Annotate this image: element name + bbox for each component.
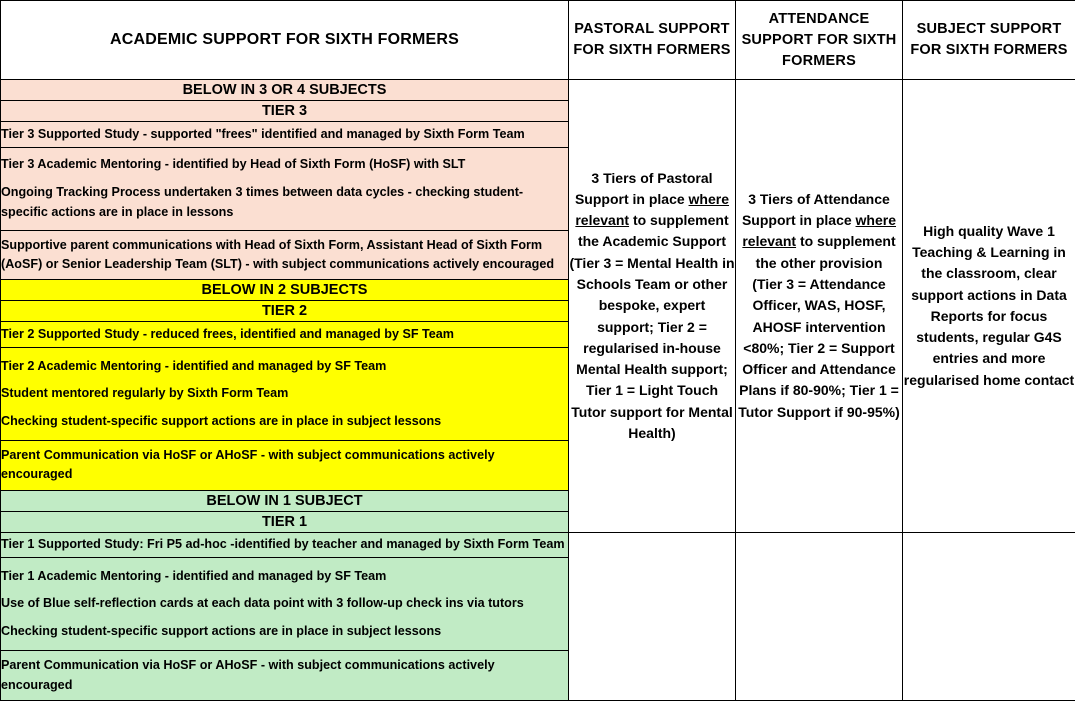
tier1-blue-cards-line: Use of Blue self-reflection cards at each data point with 3 follow-up check ins via tutors — [1, 596, 524, 611]
tier2-parent-comms-cell — [1, 441, 569, 490]
pastoral-detail: (Tier 3 = Mental Health in Schools Team or other bespoke, expert support; Tier 2 = regularised in-house Mental Health support; Tier 1 = Light Touch Tutor support for Mental Health) — [569, 254, 735, 441]
header-subject-support: SUBJECT SUPPORT FOR SIXTH FORMERS — [903, 1, 1075, 80]
tier1-mentoring-cell — [1, 557, 569, 650]
pastoral-lead-underlined: where relevant — [575, 190, 730, 229]
tier2-mentoring-cell — [1, 347, 569, 440]
pastoral-lead-after: to supplement the Academic Support — [577, 212, 729, 250]
tier2-supported-study-cell — [1, 322, 569, 347]
tier2-tier-banner: TIER 2 — [1, 301, 569, 322]
attendance-spacer-cell — [736, 532, 903, 700]
header-academic-support: ACADEMIC SUPPORT FOR SIXTH FORMERS — [1, 1, 569, 80]
tier3-below-banner: BELOW IN 3 OR 4 SUBJECTS — [1, 80, 569, 101]
tier1-below-banner: BELOW IN 1 SUBJECT — [1, 490, 569, 511]
tier1-parent-comms-cell — [1, 651, 569, 701]
attendance-support-cell — [736, 80, 903, 532]
header-attendance-support: ATTENDANCE SUPPORT FOR SIXTH FORMERS — [736, 1, 903, 80]
tier3-parent-comms-line: Supportive parent communications with Head of Sixth Form, Assistant Head of Sixth Form (AoSF) or Senior Leadership Team (SLT) - with subject communications actively encouraged — [1, 237, 555, 272]
tier2-supported-study-line: Tier 2 Supported Study - reduced frees, identified and managed by SF Team — [1, 326, 454, 341]
tier2-mentoring-line: Tier 2 Academic Mentoring - identified and managed by SF Team — [1, 358, 387, 373]
tier1-supported-study-line: Tier 1 Supported Study: Fri P5 ad-hoc -identified by teacher and managed by Sixth Form Team — [1, 537, 565, 552]
tier1-mentoring-line: Tier 1 Academic Mentoring - identified and managed by SF Team — [1, 568, 387, 583]
pastoral-spacer-cell — [569, 532, 736, 700]
attendance-lead-underlined: where relevant — [742, 212, 897, 250]
attendance-lead-before: 3 Tiers of Attendance Support in place — [741, 190, 890, 229]
pastoral-lead-before: 3 Tiers of Pastoral Support in place — [574, 169, 713, 207]
tier3-mentoring-line: Tier 3 Academic Mentoring - identified by Head of Sixth Form (HoSF) with SLT — [1, 157, 466, 172]
attendance-detail: (Tier 3 = Attendance Officer, WAS, HOSF, AHOSF intervention <80%; Tier 2 = Support Officer and Attendance Plans if 80-90%; Tier 1 = Tutor Support if 90-95%) — [738, 276, 900, 420]
tier2-checking-actions-line: Checking student-specific support actions are in place in subject lessons — [1, 413, 442, 428]
subject-spacer-cell — [903, 532, 1075, 700]
tier3-supported-study-cell — [1, 122, 569, 147]
tier2-below-banner: BELOW IN 2 SUBJECTS — [1, 280, 569, 301]
tier3-parent-comms-cell — [1, 230, 569, 279]
pastoral-support-cell — [569, 80, 736, 532]
subject-support-cell: High quality Wave 1 Teaching & Learning in the classroom, clear support actions in Data Reports for focus students, regular G4S entries and more regularised home contact — [903, 80, 1075, 532]
tier2-mentored-regularly-line: Student mentored regularly by Sixth Form Team — [1, 386, 289, 401]
header-pastoral-support: PASTORAL SUPPORT FOR SIXTH FORMERS — [569, 1, 736, 80]
attendance-lead-after: to supplement the other provision — [755, 233, 896, 271]
tier1-tier-banner: TIER 1 — [1, 511, 569, 532]
tier1-supported-study-cell — [1, 532, 569, 557]
table-header-row — [1, 1, 1075, 80]
tier1-parent-comms-line: Parent Communication via HoSF or AHoSF - with subject communications actively encouraged — [1, 658, 495, 692]
tier3-tracking-line: Ongoing Tracking Process undertaken 3 times between data cycles - checking student-specific actions are in place in lessons — [1, 184, 524, 219]
tier3-mentoring-cell — [1, 147, 569, 230]
tier3-tier-banner: TIER 3 — [1, 101, 569, 122]
tier1-detail-row-1 — [1, 532, 1075, 557]
tier2-parent-comms-line: Parent Communication via HoSF or AHoSF - with subject communications actively encouraged — [1, 447, 495, 482]
tier1-checking-actions-line: Checking student-specific support actions are in place in subject lessons — [1, 623, 442, 638]
tier3-supported-study-line: Tier 3 Supported Study - supported "frees" identified and managed by Sixth Form Team — [1, 126, 525, 141]
tier3-below-row — [1, 80, 1075, 101]
